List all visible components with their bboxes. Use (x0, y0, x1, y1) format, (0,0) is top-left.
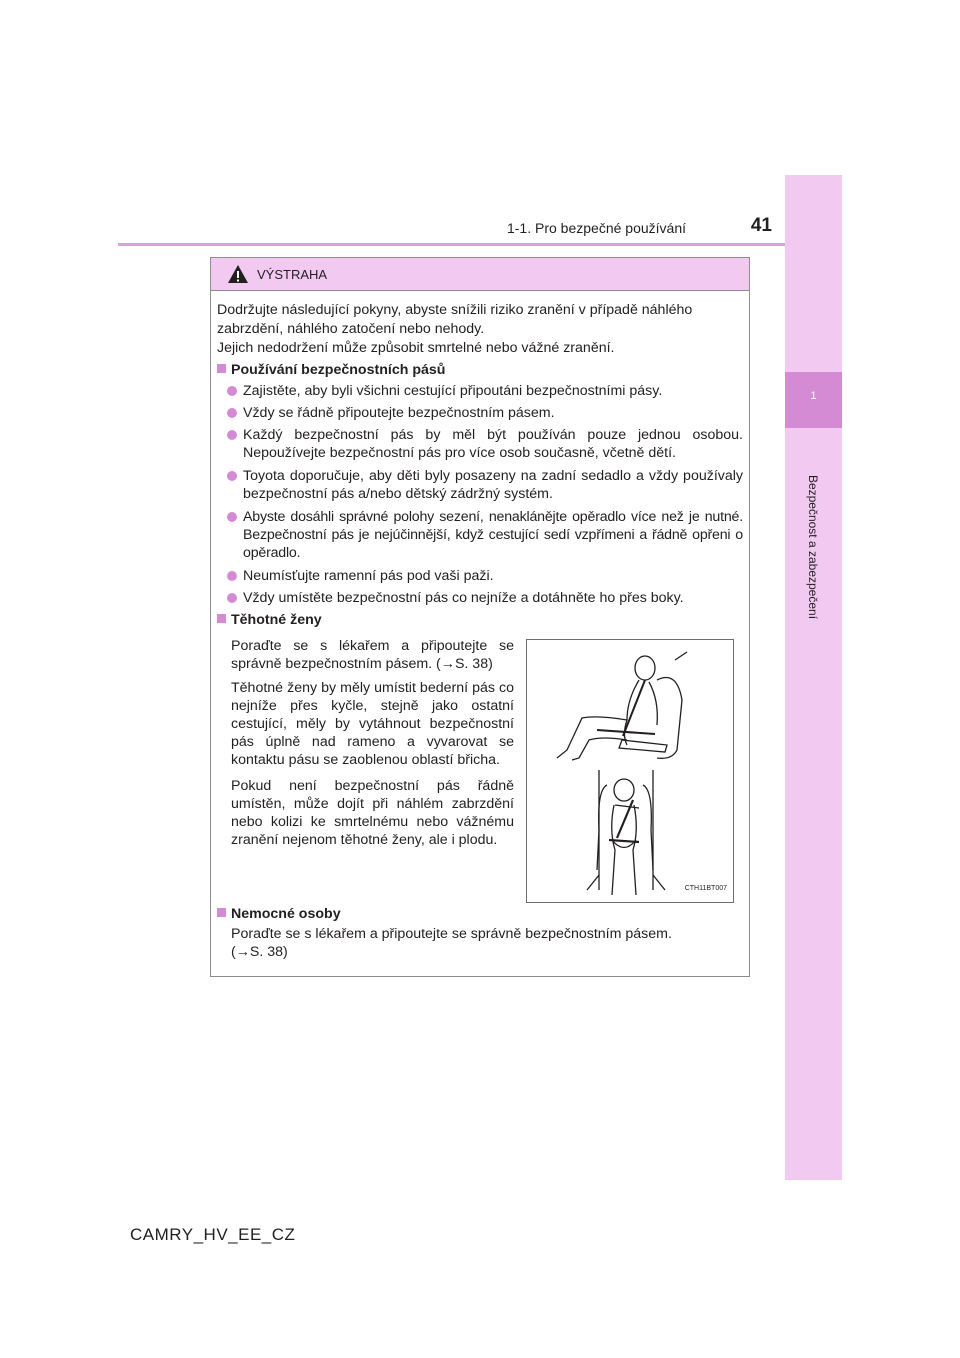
pregnant-paragraph-2: Těhotné ženy by měly umístit bederní pás co nejníže přes kyčle, stejně jako ostatní cestující, měly by vytáhnout bezpečnostní pás úplně nad rameno a vyvarovat se kontaktu pásu se zaoblenou oblastí břicha. (231, 680, 514, 768)
warning-triangle-icon (227, 264, 249, 284)
square-bullet-icon (217, 908, 226, 917)
round-bullet-icon (227, 386, 237, 396)
chapter-side-tab (785, 175, 842, 1180)
intro-line-2: zabrzdění, náhlého zatočení nebo nehody. (217, 321, 485, 337)
bullet-item: Zajistěte, aby byli všichni cestující připoutáni bezpečnostními pásy. (243, 383, 663, 399)
page-number: 41 (750, 215, 772, 236)
pregnant-seatbelt-illustration (526, 639, 734, 903)
section-title: 1-1. Pro bezpečné používání (506, 220, 686, 236)
figure-code: CTH11BT007 (684, 885, 727, 892)
round-bullet-icon (227, 512, 237, 522)
round-bullet-icon (227, 430, 237, 440)
bullet-item: Neumísťujte ramenní pás pod vaši paži. (243, 568, 494, 584)
warning-header (211, 258, 749, 291)
bullet-item: Vždy umístěte bezpečnostní pás co nejníže a dotáhněte ho přes boky. (243, 590, 684, 606)
chapter-number: 1 (810, 390, 817, 402)
bullet-item: Toyota doporučuje, aby děti byly posazeny na zadní sedadlo a vždy používaly bezpečnostní pás a/nebo dětský zádržný systém. (243, 468, 743, 502)
pregnant-woman-seatbelt-image (527, 640, 733, 902)
square-bullet-icon (217, 614, 226, 623)
round-bullet-icon (227, 471, 237, 481)
warning-title: VÝSTRAHA (257, 266, 328, 282)
intro-line-1: Dodržujte následující pokyny, abyste snížili riziko zranění v případě náhlého (217, 302, 693, 318)
bullet-item: Vždy se řádně připoutejte bezpečnostním pásem. (243, 405, 555, 421)
section-heading-sick: Nemocné osoby (217, 905, 341, 923)
chapter-label: Bezpečnost a zabezpečení (806, 474, 820, 620)
bullet-item: Abyste dosáhli správné polohy sezení, nenaklánějte opěradlo více než je nutné. Bezpečnostní pás je nejúčinnější, když cestující sedí vzpřímeni a řádně opřeni o opěradlo. (243, 509, 743, 561)
sick-line-1: Poraďte se s lékařem a připoutejte se správně bezpečnostním pásem. (231, 926, 672, 942)
pregnant-paragraph-3: Pokud není bezpečnostní pás řádně umístěn, může dojít při náhlém zabrzdění nebo kolizi ke smrtelnému nebo vážnému zranění nejenom těhotné ženy, ale i plodu. (231, 778, 514, 848)
bullet-item: Každý bezpečnostní pás by měl být používán pouze jednou osobou. Nepoužívejte bezpečnostní pás pro více osob současně, včetně dětí. (243, 427, 743, 461)
round-bullet-icon (227, 408, 237, 418)
round-bullet-icon (227, 571, 237, 581)
warning-box (210, 257, 750, 977)
section-heading-pregnant: Těhotné ženy (217, 611, 322, 629)
intro-line-3: Jejich nedodržení může způsobit smrtelné nebo vážné zranění. (217, 340, 615, 356)
square-bullet-icon (217, 364, 226, 373)
section-heading-seatbelts: Používání bezpečnostních pásů (217, 361, 445, 379)
round-bullet-icon (227, 593, 237, 603)
model-code: CAMRY_HV_EE_CZ (130, 1225, 296, 1244)
sick-line-2: (→S. 38) (231, 944, 288, 960)
pregnant-paragraph-1: Poraďte se s lékařem a připoutejte se správně bezpečnostním pásem. (→S. 38) (231, 638, 514, 672)
header-rule (118, 243, 785, 246)
